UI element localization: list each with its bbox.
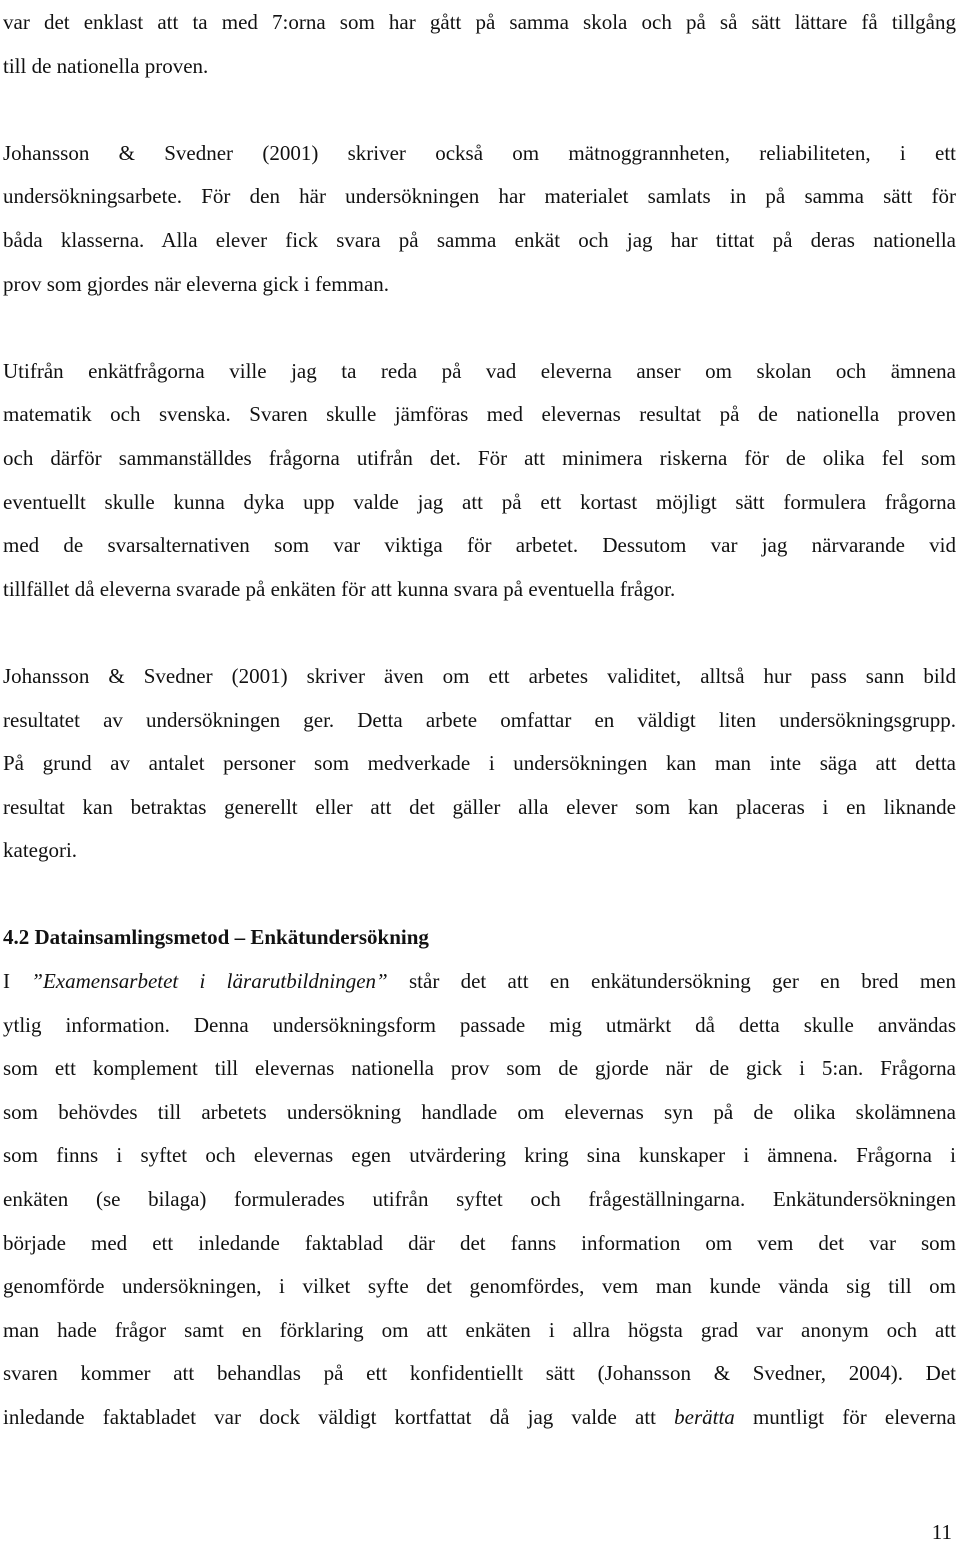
- text-line: och därför sammanställdes frågorna utifrån det. För att minimera riskerna för de olika fel som: [3, 445, 956, 470]
- text-line: enkäten (se bilaga) formulerades utifrån syftet och frågeställningarna. Enkätundersökningen: [3, 1187, 956, 1212]
- text-span: muntligt för eleverna: [734, 1405, 956, 1429]
- text-line: till de nationella proven.: [3, 53, 209, 78]
- text-line: som behövdes till arbetets undersökning handlade om elevernas syn på de olika skolämnena: [3, 1099, 956, 1124]
- text-line: genomförde undersökningen, i vilket syfte det genomfördes, vem man kunde vända sig till om: [3, 1274, 956, 1299]
- text-span: inledande faktabladet var dock väldigt kortfattat då jag valde att: [3, 1405, 675, 1429]
- page-number: 11: [931, 1520, 952, 1544]
- text-line: eventuellt skulle kunna dyka upp valde jag att på ett kortast möjligt sätt formulera frågorna: [3, 489, 956, 514]
- paragraph-gap: [3, 873, 956, 917]
- paragraph-1: [3, 1, 956, 88]
- paragraph-2: [3, 132, 956, 306]
- emphasis-word: berätta: [674, 1405, 735, 1429]
- text-line: var det enklast att ta med 7:orna som har gått på samma skola och på så sätt lättare få tillgång: [3, 10, 956, 34]
- text-line: tillfället då eleverna svarade på enkäten för att kunna svara på eventuella frågor.: [3, 576, 676, 601]
- text-line: med de svarsalternativen som var viktiga för arbetet. Dessutom var jag närvarande vid: [3, 533, 956, 558]
- text-line: undersökningsarbete. För den här undersökningen har materialet samlats in på samma sätt för: [3, 184, 956, 209]
- text-line: Johansson & Svedner (2001) skriver också om mätnoggrannheten, reliabiliteten, i ett: [3, 140, 956, 165]
- section-paragraph: [3, 960, 956, 1440]
- text-line: började med ett inledande faktablad där det fanns information om vem det var som: [3, 1230, 956, 1255]
- text-line: På grund av antalet personer som medverkade i undersökningen kan man inte säga att detta: [3, 751, 956, 776]
- text-line: Johansson & Svedner (2001) skriver även om ett arbetes validitet, alltså hur pass sann bild: [3, 663, 956, 688]
- book-title: ”Examensarbetet i lärarutbildningen”: [31, 969, 388, 994]
- text-line: båda klasserna. Alla elever fick svara på samma enkät och jag har tittat på deras nationella: [3, 227, 956, 252]
- text-line: kategori.: [3, 838, 78, 863]
- text-line: som finns i syftet och elevernas egen utvärdering kring sina kunskaper i ämnena. Frågorna i: [3, 1143, 956, 1168]
- text-span: står det att en enkätundersökning ger en bred men: [387, 969, 957, 994]
- text-line: resultat kan betraktas generellt eller att det gäller alla elever som kan placeras i en liknande: [3, 794, 956, 819]
- text-line: ytlig information. Denna undersökningsform passade mig utmärkt då detta skulle användas: [3, 1012, 956, 1037]
- text-line: svaren kommer att behandlas på ett konfidentiellt sätt (Johansson & Svedner, 2004). Det: [3, 1361, 956, 1386]
- paragraph-4: [3, 655, 956, 873]
- text-line: prov som gjordes när eleverna gick i femman.: [3, 271, 390, 296]
- text-line: [3, 1396, 956, 1440]
- page-content: [3, 0, 956, 1440]
- text-span: I: [3, 969, 32, 994]
- paragraph-gap: [3, 306, 956, 350]
- text-line: matematik och svenska. Svaren skulle jämföras med elevernas resultat på de nationella proven: [3, 402, 956, 427]
- text-line: [3, 960, 956, 1004]
- paragraph-gap: [3, 611, 956, 655]
- text-line: som ett komplement till elevernas nationella prov som de gjorde när de gick i 5:an. Frågorna: [3, 1056, 956, 1081]
- paragraph-gap: [3, 88, 956, 132]
- text-line: resultatet av undersökningen ger. Detta arbete omfattar en väldigt liten undersökningsgrupp.: [3, 707, 956, 732]
- section-heading: 4.2 Datainsamlingsmetod – Enkätundersökning: [3, 925, 429, 950]
- text-line: man hade frågor samt en förklaring om att enkäten i allra högsta grad var anonym och att: [3, 1317, 956, 1342]
- text-line: Utifrån enkätfrågorna ville jag ta reda på vad eleverna anser om skolan och ämnena: [3, 358, 956, 383]
- paragraph-3: [3, 350, 956, 612]
